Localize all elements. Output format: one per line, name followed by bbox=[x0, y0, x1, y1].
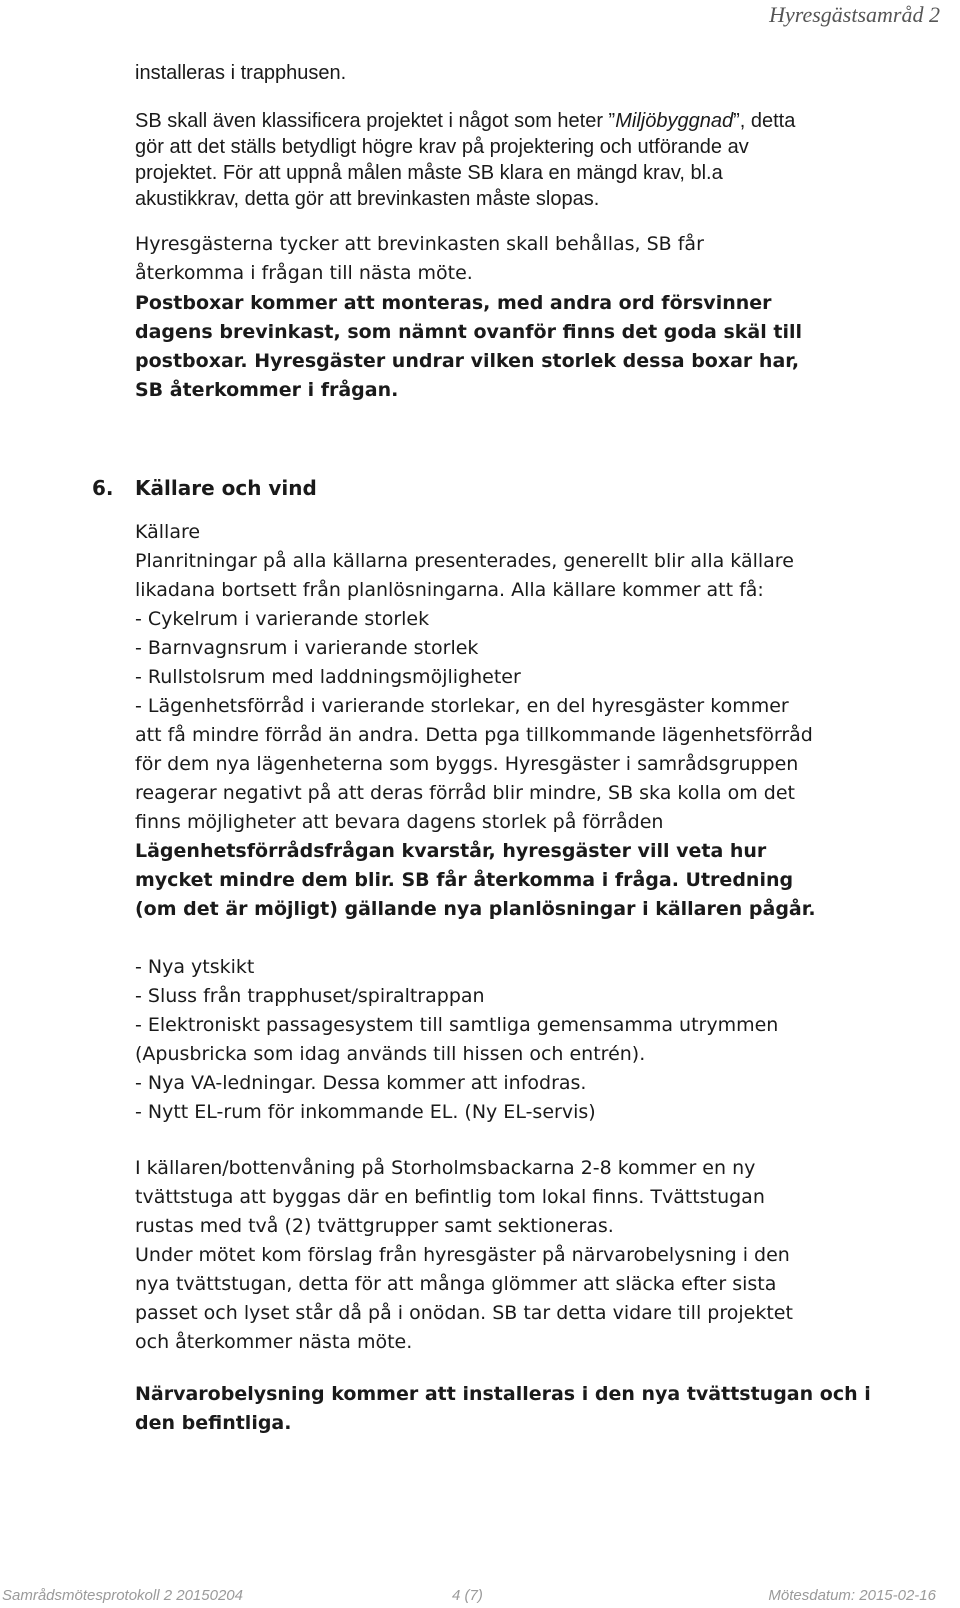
text-line: gör att det ställs betydligt högre krav på projektering och utförande av bbox=[135, 136, 749, 158]
bold-line: Lägenhetsförrådsfrågan kvarstår, hyresgäster vill veta hur bbox=[135, 840, 767, 862]
footer-document-name: Samrådsmötesprotokoll 2 20150204 bbox=[2, 1587, 243, 1604]
bold-line: mycket mindre dem blir. SB får återkomma i fråga. Utredning bbox=[135, 869, 794, 891]
text-line: (Apusbricka som idag används till hissen och entrén). bbox=[135, 1043, 646, 1065]
footer-meeting-date: Mötesdatum: 2015-02-16 bbox=[768, 1587, 936, 1604]
text-line: att få mindre förråd än andra. Detta pga tillkommande lägenhetsförråd bbox=[135, 724, 813, 746]
list-item: - Sluss från trapphuset/spiraltrappan bbox=[135, 985, 485, 1007]
text-line: den befintliga. bbox=[135, 1412, 292, 1434]
italic-term: Miljöbyggnad bbox=[615, 110, 734, 132]
paragraph-miljobyggnad bbox=[135, 108, 795, 212]
paragraph-tenants-opinion bbox=[135, 230, 704, 288]
list-item: - Nya ytskikt bbox=[135, 956, 255, 978]
paragraph-presence-lighting-decision bbox=[135, 1380, 871, 1438]
text-line: I källaren/bottenvåning på Storholmsbackarna 2-8 kommer en ny bbox=[135, 1157, 756, 1179]
text-line: reagerar negativt på att deras förråd blir mindre, SB ska kolla om det bbox=[135, 782, 795, 804]
text-line: nya tvättstugan, detta för att många glömmer att släcka efter sista bbox=[135, 1273, 777, 1295]
paragraph-postboxes-decision bbox=[135, 289, 802, 405]
text-line: Planritningar på alla källarna presenterades, generellt blir alla källare bbox=[135, 550, 794, 572]
text-line: Hyresgästerna tycker att brevinkasten skall behållas, SB får bbox=[135, 233, 704, 255]
list-item: - Cykelrum i varierande storlek bbox=[135, 608, 430, 630]
section-heading: Källare och vind bbox=[135, 476, 317, 500]
text-line: rustas med två (2) tvättgrupper samt sektioneras. bbox=[135, 1215, 614, 1237]
list-item: - Barnvagnsrum i varierande storlek bbox=[135, 637, 479, 659]
text-fragment: ”, detta bbox=[733, 110, 796, 132]
footer-page-number: 4 (7) bbox=[452, 1587, 483, 1604]
text-line: passet och lyset står då på i onödan. SB tar detta vidare till projektet bbox=[135, 1302, 793, 1324]
list-item: - Rullstolsrum med laddningsmöjligheter bbox=[135, 666, 521, 688]
section-number: 6. bbox=[92, 476, 114, 500]
header-title: Hyresgästsamråd 2 bbox=[769, 2, 940, 27]
subheading-cellar: Källare bbox=[135, 521, 201, 543]
paragraph-continuation bbox=[135, 60, 346, 86]
text-line: SB återkommer i frågan. bbox=[135, 379, 399, 401]
text-line: och återkommer nästa möte. bbox=[135, 1331, 413, 1353]
text-line: tvättstuga att byggas där en befintlig tom lokal finns. Tvättstugan bbox=[135, 1186, 765, 1208]
text-line: återkomma i frågan till nästa möte. bbox=[135, 262, 473, 284]
text-line: finns möjligheter att bevara dagens storlek på förråden bbox=[135, 811, 664, 833]
text-line: akustikkrav, detta gör att brevinkasten måste slopas. bbox=[135, 188, 600, 210]
list-item: - Nytt EL-rum för inkommande EL. (Ny EL-servis) bbox=[135, 1101, 596, 1123]
text-line: Under mötet kom förslag från hyresgäster på närvarobelysning i den bbox=[135, 1244, 790, 1266]
text-line: för dem nya lägenheterna som byggs. Hyresgäster i samrådsgruppen bbox=[135, 753, 799, 775]
text-line: Närvarobelysning kommer att installeras i den nya tvättstugan och i bbox=[135, 1383, 871, 1405]
text-fragment: SB skall även klassificera projektet i något som heter ” bbox=[135, 110, 616, 132]
text-line: likadana bortsett från planlösningarna. Alla källare kommer att få: bbox=[135, 579, 764, 601]
text-line: projektet. För att uppnå målen måste SB klara en mängd krav, bl.a bbox=[135, 162, 723, 184]
paragraph-laundry bbox=[135, 1154, 793, 1357]
paragraph-cellars bbox=[135, 518, 816, 924]
text-line: dagens brevinkast, som nämnt ovanför finns det goda skäl till bbox=[135, 321, 803, 343]
bold-line: (om det är möjligt) gällande nya planlösningar i källaren pågår. bbox=[135, 898, 816, 920]
list-item: - Nya VA-ledningar. Dessa kommer att infodras. bbox=[135, 1072, 587, 1094]
text-line: installeras i trapphusen. bbox=[135, 62, 347, 84]
list-measures bbox=[135, 953, 778, 1127]
list-item: - Lägenhetsförråd i varierande storlekar, en del hyresgäster kommer bbox=[135, 695, 789, 717]
text-line: Postboxar kommer att monteras, med andra ord försvinner bbox=[135, 292, 772, 314]
text-line: postboxar. Hyresgäster undrar vilken storlek dessa boxar har, bbox=[135, 350, 800, 372]
text-line bbox=[135, 108, 795, 134]
list-item: - Elektroniskt passagesystem till samtliga gemensamma utrymmen bbox=[135, 1014, 779, 1036]
